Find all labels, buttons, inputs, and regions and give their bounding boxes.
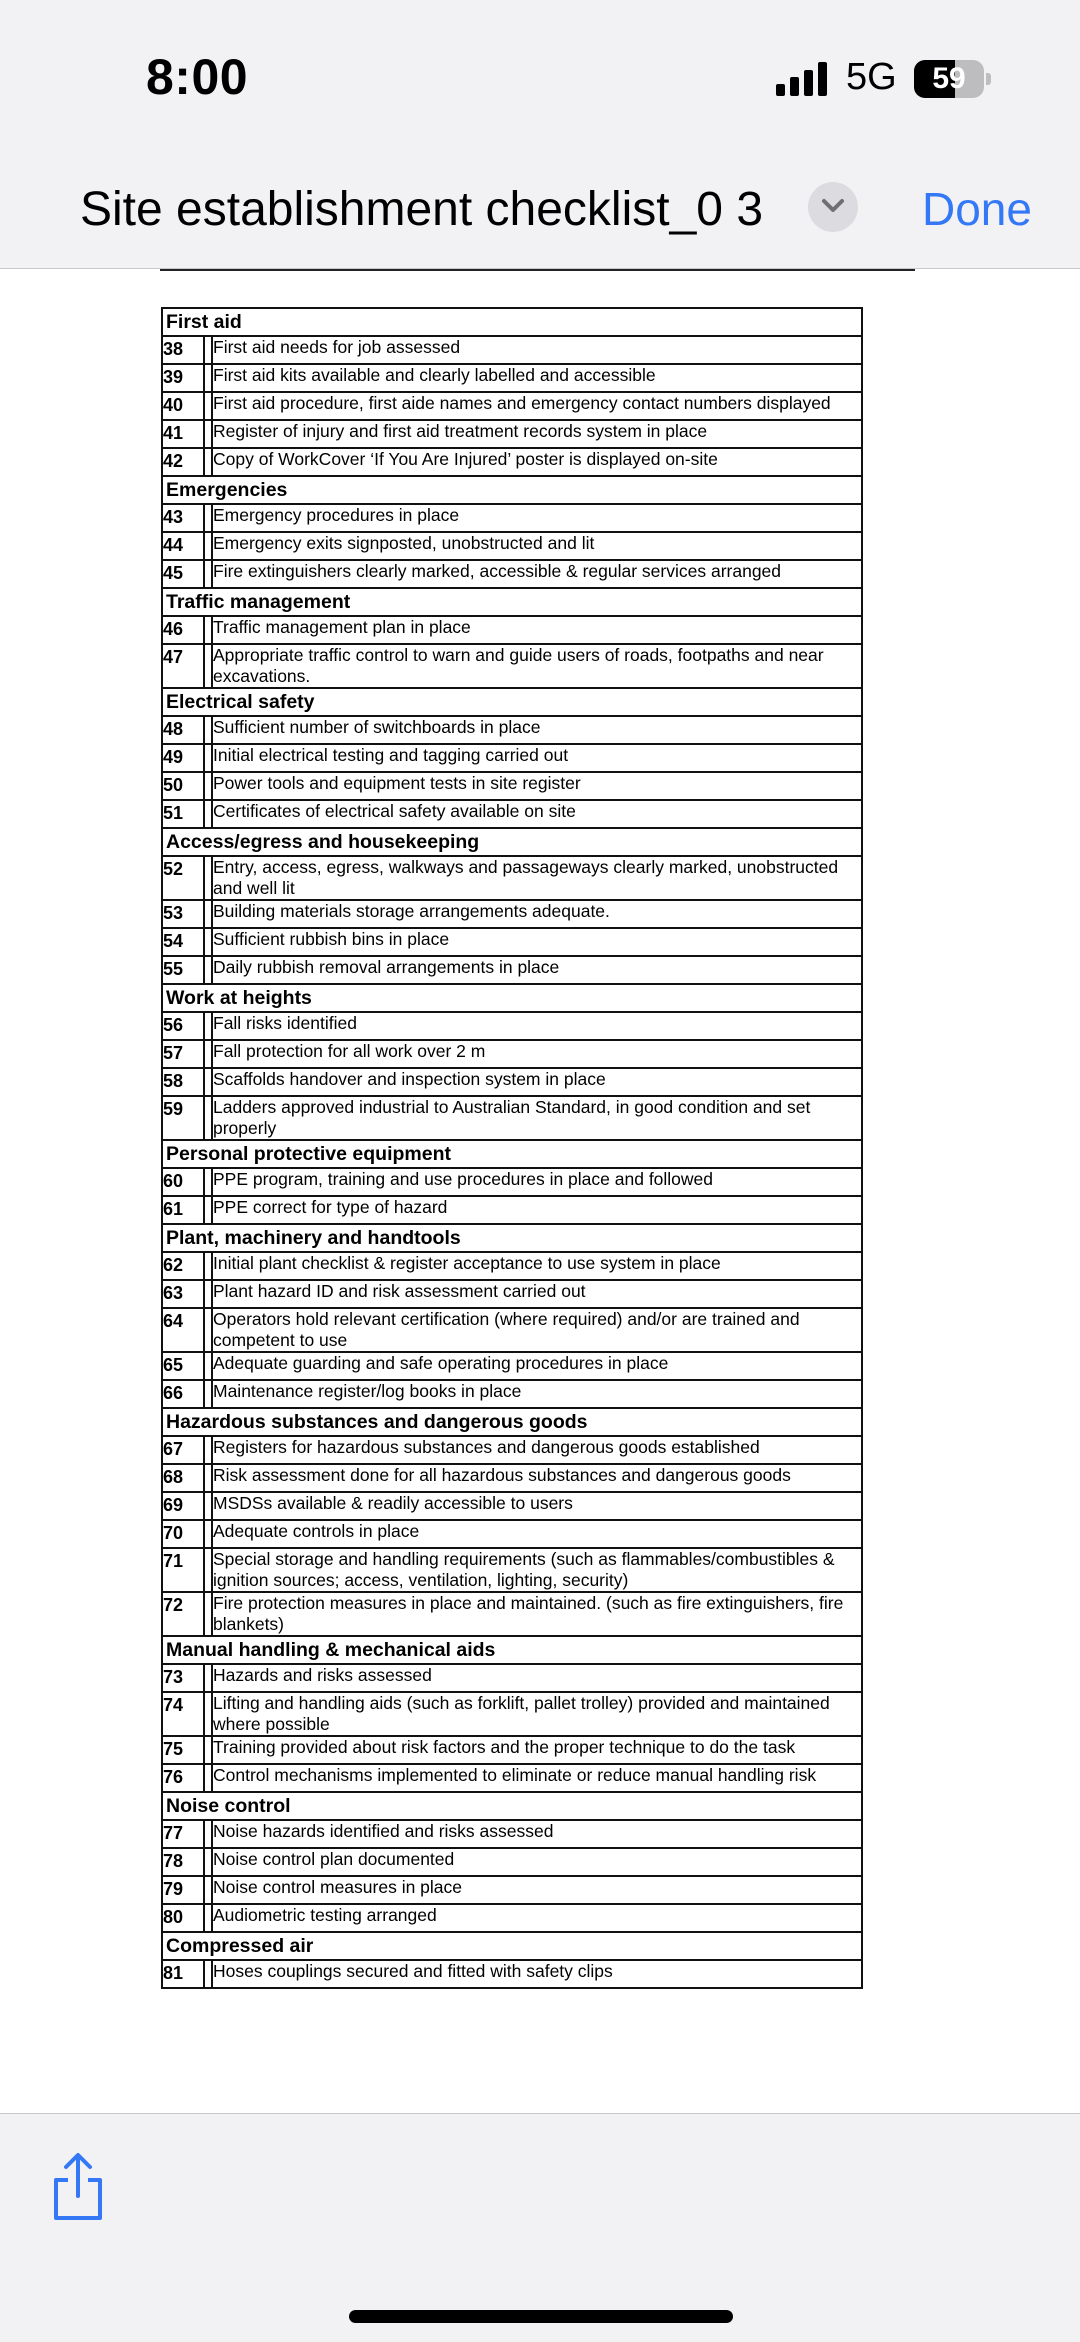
- checklist-row: [162, 1280, 862, 1308]
- item-spacer: [204, 900, 212, 928]
- item-number: 58: [162, 1068, 204, 1096]
- item-number: 81: [162, 1960, 204, 1988]
- item-spacer: [204, 364, 212, 392]
- item-text: Scaffolds handover and inspection system in place: [212, 1068, 862, 1096]
- item-number: 41: [162, 420, 204, 448]
- item-number: 42: [162, 448, 204, 476]
- section-title: Traffic management: [162, 588, 862, 616]
- section-title: Emergencies: [162, 476, 862, 504]
- item-spacer: [204, 336, 212, 364]
- item-number: 62: [162, 1252, 204, 1280]
- checklist-row: [162, 336, 862, 364]
- item-text: Registers for hazardous substances and dangerous goods established: [212, 1436, 862, 1464]
- item-text: Noise control plan documented: [212, 1848, 862, 1876]
- item-text: Operators hold relevant certification (where required) and/or are trained and competent to use: [212, 1308, 862, 1352]
- checklist-row: [162, 616, 862, 644]
- done-button[interactable]: Done: [922, 183, 1032, 235]
- item-text: Sufficient rubbish bins in place: [212, 928, 862, 956]
- item-text: Initial plant checklist & register acceptance to use system in place: [212, 1252, 862, 1280]
- chevron-down-icon: [821, 198, 845, 214]
- item-number: 65: [162, 1352, 204, 1380]
- item-spacer: [204, 560, 212, 588]
- checklist-row: [162, 1380, 862, 1408]
- item-spacer: [204, 1492, 212, 1520]
- checklist-row: [162, 392, 862, 420]
- section-title: Access/egress and housekeeping: [162, 828, 862, 856]
- bottom-toolbar: [0, 2113, 1080, 2342]
- checklist-row: [162, 1464, 862, 1492]
- item-text: Initial electrical testing and tagging carried out: [212, 744, 862, 772]
- item-number: 49: [162, 744, 204, 772]
- item-text: Training provided about risk factors and the proper technique to do the task: [212, 1736, 862, 1764]
- share-icon[interactable]: [48, 2150, 108, 2222]
- item-number: 72: [162, 1592, 204, 1636]
- checklist-row: [162, 1960, 862, 1988]
- item-number: 78: [162, 1848, 204, 1876]
- section-header: [162, 476, 862, 504]
- item-text: Special storage and handling requirements (such as flammables/combustibles & ignition sources; access, ventilation, lighting, security): [212, 1548, 862, 1592]
- item-number: 71: [162, 1548, 204, 1592]
- checklist-row: [162, 1196, 862, 1224]
- item-spacer: [204, 1520, 212, 1548]
- item-spacer: [204, 1548, 212, 1592]
- section-header: [162, 1932, 862, 1960]
- item-number: 67: [162, 1436, 204, 1464]
- item-spacer: [204, 1436, 212, 1464]
- section-title: Noise control: [162, 1792, 862, 1820]
- checklist-row: [162, 1876, 862, 1904]
- item-text: Power tools and equipment tests in site register: [212, 772, 862, 800]
- checklist-row: [162, 1820, 862, 1848]
- checklist-row: [162, 1592, 862, 1636]
- item-spacer: [204, 928, 212, 956]
- item-spacer: [204, 1040, 212, 1068]
- section-header: [162, 308, 862, 336]
- item-text: Emergency exits signposted, unobstructed and lit: [212, 532, 862, 560]
- item-text: Audiometric testing arranged: [212, 1904, 862, 1932]
- item-spacer: [204, 1196, 212, 1224]
- section-title: Electrical safety: [162, 688, 862, 716]
- item-text: PPE correct for type of hazard: [212, 1196, 862, 1224]
- item-spacer: [204, 1592, 212, 1636]
- title-menu-button[interactable]: [808, 182, 858, 232]
- item-number: 51: [162, 800, 204, 828]
- checklist-row: [162, 504, 862, 532]
- checklist-row: [162, 1904, 862, 1932]
- checklist-row: [162, 800, 862, 828]
- item-spacer: [204, 1252, 212, 1280]
- item-number: 73: [162, 1664, 204, 1692]
- item-text: Noise control measures in place: [212, 1876, 862, 1904]
- item-number: 59: [162, 1096, 204, 1140]
- checklist-row: [162, 1040, 862, 1068]
- section-title: Plant, machinery and handtools: [162, 1224, 862, 1252]
- item-spacer: [204, 1736, 212, 1764]
- item-number: 80: [162, 1904, 204, 1932]
- item-text: MSDSs available & readily accessible to users: [212, 1492, 862, 1520]
- item-text: Emergency procedures in place: [212, 504, 862, 532]
- checklist-row: [162, 1492, 862, 1520]
- checklist-row: [162, 928, 862, 956]
- item-spacer: [204, 1096, 212, 1140]
- item-number: 55: [162, 956, 204, 984]
- item-number: 69: [162, 1492, 204, 1520]
- item-number: 61: [162, 1196, 204, 1224]
- item-text: Noise hazards identified and risks assessed: [212, 1820, 862, 1848]
- item-spacer: [204, 532, 212, 560]
- section-title: Hazardous substances and dangerous goods: [162, 1408, 862, 1436]
- item-spacer: [204, 1168, 212, 1196]
- checklist-row: [162, 1692, 862, 1736]
- item-spacer: [204, 448, 212, 476]
- cellular-signal-icon: [776, 62, 828, 96]
- checklist-row: [162, 1736, 862, 1764]
- item-text: Register of injury and first aid treatment records system in place: [212, 420, 862, 448]
- item-text: Lifting and handling aids (such as forklift, pallet trolley) provided and maintained where possible: [212, 1692, 862, 1736]
- item-text: Certificates of electrical safety available on site: [212, 800, 862, 828]
- item-spacer: [204, 856, 212, 900]
- item-text: First aid procedure, first aide names and emergency contact numbers displayed: [212, 392, 862, 420]
- item-spacer: [204, 1664, 212, 1692]
- section-header: [162, 828, 862, 856]
- section-header: [162, 1224, 862, 1252]
- item-text: Control mechanisms implemented to eliminate or reduce manual handling risk: [212, 1764, 862, 1792]
- item-number: 63: [162, 1280, 204, 1308]
- item-number: 77: [162, 1820, 204, 1848]
- item-spacer: [204, 1464, 212, 1492]
- item-text: Maintenance register/log books in place: [212, 1380, 862, 1408]
- section-header: [162, 1636, 862, 1664]
- item-spacer: [204, 744, 212, 772]
- network-type: 5G: [846, 56, 897, 98]
- section-title: Work at heights: [162, 984, 862, 1012]
- status-time: 8:00: [146, 49, 249, 105]
- item-number: 52: [162, 856, 204, 900]
- checklist-row: [162, 900, 862, 928]
- checklist-row: [162, 1436, 862, 1464]
- item-text: PPE program, training and use procedures in place and followed: [212, 1168, 862, 1196]
- checklist-row: [162, 856, 862, 900]
- item-spacer: [204, 800, 212, 828]
- item-text: Risk assessment done for all hazardous substances and dangerous goods: [212, 1464, 862, 1492]
- document-nav-bar: [0, 160, 1080, 269]
- checklist-row: [162, 1096, 862, 1140]
- section-header: [162, 588, 862, 616]
- checklist-row: [162, 716, 862, 744]
- item-spacer: [204, 1692, 212, 1736]
- item-spacer: [204, 616, 212, 644]
- item-text: Fall risks identified: [212, 1012, 862, 1040]
- page-header-rule: [160, 269, 915, 271]
- item-text: First aid needs for job assessed: [212, 336, 862, 364]
- item-spacer: [204, 420, 212, 448]
- item-text: Fire protection measures in place and maintained. (such as fire extinguishers, fire blankets): [212, 1592, 862, 1636]
- item-number: 50: [162, 772, 204, 800]
- item-text: Daily rubbish removal arrangements in place: [212, 956, 862, 984]
- item-number: 68: [162, 1464, 204, 1492]
- item-number: 54: [162, 928, 204, 956]
- battery-tip: [986, 73, 991, 85]
- item-text: Sufficient number of switchboards in place: [212, 716, 862, 744]
- item-spacer: [204, 1876, 212, 1904]
- item-number: 40: [162, 392, 204, 420]
- item-text: First aid kits available and clearly labelled and accessible: [212, 364, 862, 392]
- item-spacer: [204, 1068, 212, 1096]
- section-header: [162, 1792, 862, 1820]
- item-number: 64: [162, 1308, 204, 1352]
- checklist-row: [162, 1068, 862, 1096]
- item-spacer: [204, 772, 212, 800]
- checklist-row: [162, 644, 862, 688]
- item-number: 79: [162, 1876, 204, 1904]
- checklist-row: [162, 1520, 862, 1548]
- item-number: 46: [162, 616, 204, 644]
- item-text: Adequate guarding and safe operating procedures in place: [212, 1352, 862, 1380]
- item-spacer: [204, 1352, 212, 1380]
- item-spacer: [204, 716, 212, 744]
- section-title: First aid: [162, 308, 862, 336]
- checklist-row: [162, 420, 862, 448]
- item-number: 47: [162, 644, 204, 688]
- checklist-row: [162, 1308, 862, 1352]
- checklist-row: [162, 1664, 862, 1692]
- item-spacer: [204, 1848, 212, 1876]
- document-title[interactable]: Site establishment checklist_0 3: [80, 183, 764, 236]
- item-text: Adequate controls in place: [212, 1520, 862, 1548]
- checklist-row: [162, 772, 862, 800]
- checklist-row: [162, 744, 862, 772]
- item-spacer: [204, 956, 212, 984]
- item-number: 39: [162, 364, 204, 392]
- item-number: 44: [162, 532, 204, 560]
- item-number: 66: [162, 1380, 204, 1408]
- item-number: 48: [162, 716, 204, 744]
- section-title: Personal protective equipment: [162, 1140, 862, 1168]
- home-indicator[interactable]: [349, 2310, 733, 2323]
- section-header: [162, 1408, 862, 1436]
- checklist-row: [162, 1764, 862, 1792]
- checklist-table: [161, 307, 863, 1989]
- section-title: Manual handling & mechanical aids: [162, 1636, 862, 1664]
- item-spacer: [204, 1764, 212, 1792]
- checklist-row: [162, 1848, 862, 1876]
- item-spacer: [204, 1012, 212, 1040]
- battery-percent: 59: [932, 62, 966, 95]
- checklist-row: [162, 1548, 862, 1592]
- item-spacer: [204, 1960, 212, 1988]
- item-spacer: [204, 1308, 212, 1352]
- item-text: Plant hazard ID and risk assessment carried out: [212, 1280, 862, 1308]
- checklist-row: [162, 560, 862, 588]
- item-number: 38: [162, 336, 204, 364]
- item-text: Fire extinguishers clearly marked, accessible & regular services arranged: [212, 560, 862, 588]
- section-header: [162, 1140, 862, 1168]
- checklist-row: [162, 956, 862, 984]
- section-title: Compressed air: [162, 1932, 862, 1960]
- item-number: 75: [162, 1736, 204, 1764]
- item-text: Hazards and risks assessed: [212, 1664, 862, 1692]
- checklist-row: [162, 364, 862, 392]
- item-text: Hoses couplings secured and fitted with safety clips: [212, 1960, 862, 1988]
- item-spacer: [204, 1820, 212, 1848]
- item-number: 74: [162, 1692, 204, 1736]
- item-text: Traffic management plan in place: [212, 616, 862, 644]
- item-text: Ladders approved industrial to Australian Standard, in good condition and set properly: [212, 1096, 862, 1140]
- checklist-row: [162, 1012, 862, 1040]
- item-spacer: [204, 504, 212, 532]
- section-header: [162, 984, 862, 1012]
- battery-icon: [914, 60, 992, 98]
- item-number: 57: [162, 1040, 204, 1068]
- item-text: Building materials storage arrangements adequate.: [212, 900, 862, 928]
- item-number: 53: [162, 900, 204, 928]
- item-text: Fall protection for all work over 2 m: [212, 1040, 862, 1068]
- item-number: 45: [162, 560, 204, 588]
- item-number: 76: [162, 1764, 204, 1792]
- item-spacer: [204, 1904, 212, 1932]
- checklist-row: [162, 532, 862, 560]
- section-header: [162, 688, 862, 716]
- item-number: 60: [162, 1168, 204, 1196]
- item-text: Copy of WorkCover ‘If You Are Injured’ poster is displayed on-site: [212, 448, 862, 476]
- document-viewer[interactable]: [0, 269, 1080, 2113]
- item-text: Appropriate traffic control to warn and guide users of roads, footpaths and near excavations.: [212, 644, 862, 688]
- checklist-row: [162, 1352, 862, 1380]
- item-spacer: [204, 1380, 212, 1408]
- checklist-row: [162, 1168, 862, 1196]
- item-number: 70: [162, 1520, 204, 1548]
- item-text: Entry, access, egress, walkways and passageways clearly marked, unobstructed and well lit: [212, 856, 862, 900]
- item-spacer: [204, 392, 212, 420]
- item-spacer: [204, 1280, 212, 1308]
- checklist-row: [162, 448, 862, 476]
- item-number: 56: [162, 1012, 204, 1040]
- checklist-row: [162, 1252, 862, 1280]
- item-number: 43: [162, 504, 204, 532]
- status-bar: [0, 0, 1080, 160]
- item-spacer: [204, 644, 212, 688]
